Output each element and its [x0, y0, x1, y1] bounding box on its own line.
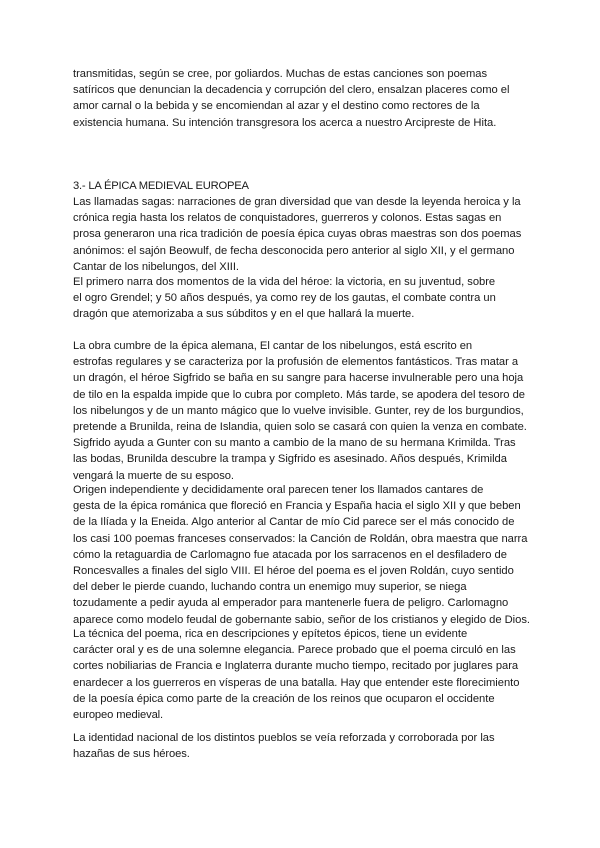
- paragraph-identidad: [73, 730, 533, 762]
- text-line: de la poesía épica como parte de la creación de los reinos que ocuparon el occidente: [73, 692, 495, 705]
- text-line: Sigfrido ayuda a Gunter con su manto a cambio de la mano de su hermana Krimilda. Tras: [73, 437, 516, 450]
- paragraph-sagas: [73, 194, 533, 275]
- text-line: del deber le pierde cuando, luchando contra un enemigo muy superior, se niega: [73, 581, 467, 594]
- text-line: La identidad nacional de los distintos pueblos se veía reforzada y corroborada por las: [73, 732, 495, 744]
- text-line: vengará la muerte de su esposo.: [73, 469, 234, 482]
- text-line: los casi 100 poemas franceses conservados: la Canción de Roldán, obra maestra que narra: [73, 532, 528, 545]
- text-line: satíricos que denuncian la decadencia y corrupción del clero, ensalzan placeres como el: [73, 84, 510, 97]
- paragraph-nibelungos: [73, 338, 533, 484]
- text-line: de la Ilíada y la Eneida. Algo anterior al Cantar de mío Cid parece ser el más conocido de: [73, 516, 515, 529]
- text-line: La obra cumbre de la épica alemana, El cantar de los nibelungos, está escrito en: [73, 340, 473, 352]
- text-line: aparece como modelo feudal de gobernante sabio, señor de los cristianos y elegido de Dios.: [73, 613, 530, 626]
- text-line: tozudamente a pedir ayuda al emperador para mantenerle fuera de peligro. Carlomagno: [73, 597, 509, 610]
- text-line: de tilo en la espalda impide que lo cubra por completo. Más tarde, se apodera del tesoro de: [73, 388, 525, 401]
- paragraph-cantares-de-gesta: [73, 482, 533, 628]
- text-line: Cantar de los nibelungos, del XIII.: [73, 260, 239, 273]
- text-line: las bodas, Brunilda descubre la trampa y Sigfrido es asesinado. Años después, Krimilda: [73, 453, 507, 466]
- text-line: Las llamadas sagas: narraciones de gran diversidad que van desde la leyenda heroica y la: [73, 196, 521, 208]
- text-line: un dragón, el héroe Sigfrido se baña en su sangre para hacerse invulnerable pero una hoja: [73, 372, 524, 385]
- paragraph-tecnica: [73, 626, 533, 723]
- text-line: anónimos: el sajón Beowulf, de fecha desconocida pero anterior al siglo XII, y el germano: [73, 244, 515, 257]
- text-line: El primero narra dos momentos de la vida del héroe: la victoria, en su juventud, sobre: [73, 276, 496, 288]
- text-line: La técnica del poema, rica en descripciones y epítetos épicos, tiene un evidente: [73, 628, 468, 640]
- text-line: dragón que atemorizaba a sus súbditos y en el que hallará la muerte.: [73, 308, 415, 321]
- section-heading: 3.- LA ÉPICA MEDIEVAL EUROPEA: [73, 180, 249, 192]
- text-line: prosa generaron una rica tradición de poesía épica cuyas obras maestras son dos poemas: [73, 228, 522, 241]
- text-line: transmitidas, según se cree, por goliardos. Muchas de estas canciones son poemas: [73, 68, 488, 80]
- paragraph-goliardos: [73, 66, 533, 131]
- text-line: Origen independiente y decididamente oral parecen tener los llamados cantares de: [73, 484, 484, 496]
- text-line: cómo la retaguardia de Carlomagno fue atacada por los sarracenos en el desfiladero de: [73, 548, 507, 561]
- paragraph-beowulf: [73, 274, 533, 323]
- text-line: europeo medieval.: [73, 709, 164, 722]
- text-line: pretende a Brunilda, reina de Islandia, quien solo se casará con quien la venza en combate.: [73, 421, 527, 434]
- text-line: crónica regia hasta los relatos de conquistadores, guerreros y colonos. Estas sagas en: [73, 212, 502, 225]
- text-line: Roncesvalles a finales del siglo VIII. El héroe del poema es el joven Roldán, cuyo sentido: [73, 565, 514, 578]
- text-line: el ogro Grendel; y 50 años después, ya como rey de los gautas, el combate contra un: [73, 292, 496, 305]
- text-line: cortes nobiliarias de Francia e Inglaterra durante mucho tiempo, recitado por juglares para: [73, 660, 519, 673]
- text-line: los nibelungos y de un manto mágico que lo vuelve invisible. Gunter, rey de los burgundios,: [73, 404, 524, 417]
- text-line: estrofas regulares y se caracteriza por la profusión de elementos fantásticos. Tras matar a: [73, 356, 519, 369]
- text-line: gesta de la épica románica que floreció en Francia y España hacia el siglo XII y que beben: [73, 500, 521, 513]
- text-line: existencia humana. Su intención transgresora los acerca a nuestro Arcipreste de Hita.: [73, 116, 497, 129]
- text-line: enardecer a los guerreros en vísperas de una batalla. Hay que entender este florecimiento: [73, 676, 520, 689]
- text-line: amor carnal o la bebida y se encomiendan al azar y el destino como rectores de la: [73, 100, 480, 113]
- text-line: hazañas de sus héroes.: [73, 748, 190, 761]
- text-line: carácter oral y es de una solemne elegancia. Parece probado que el poema circuló en las: [73, 644, 516, 657]
